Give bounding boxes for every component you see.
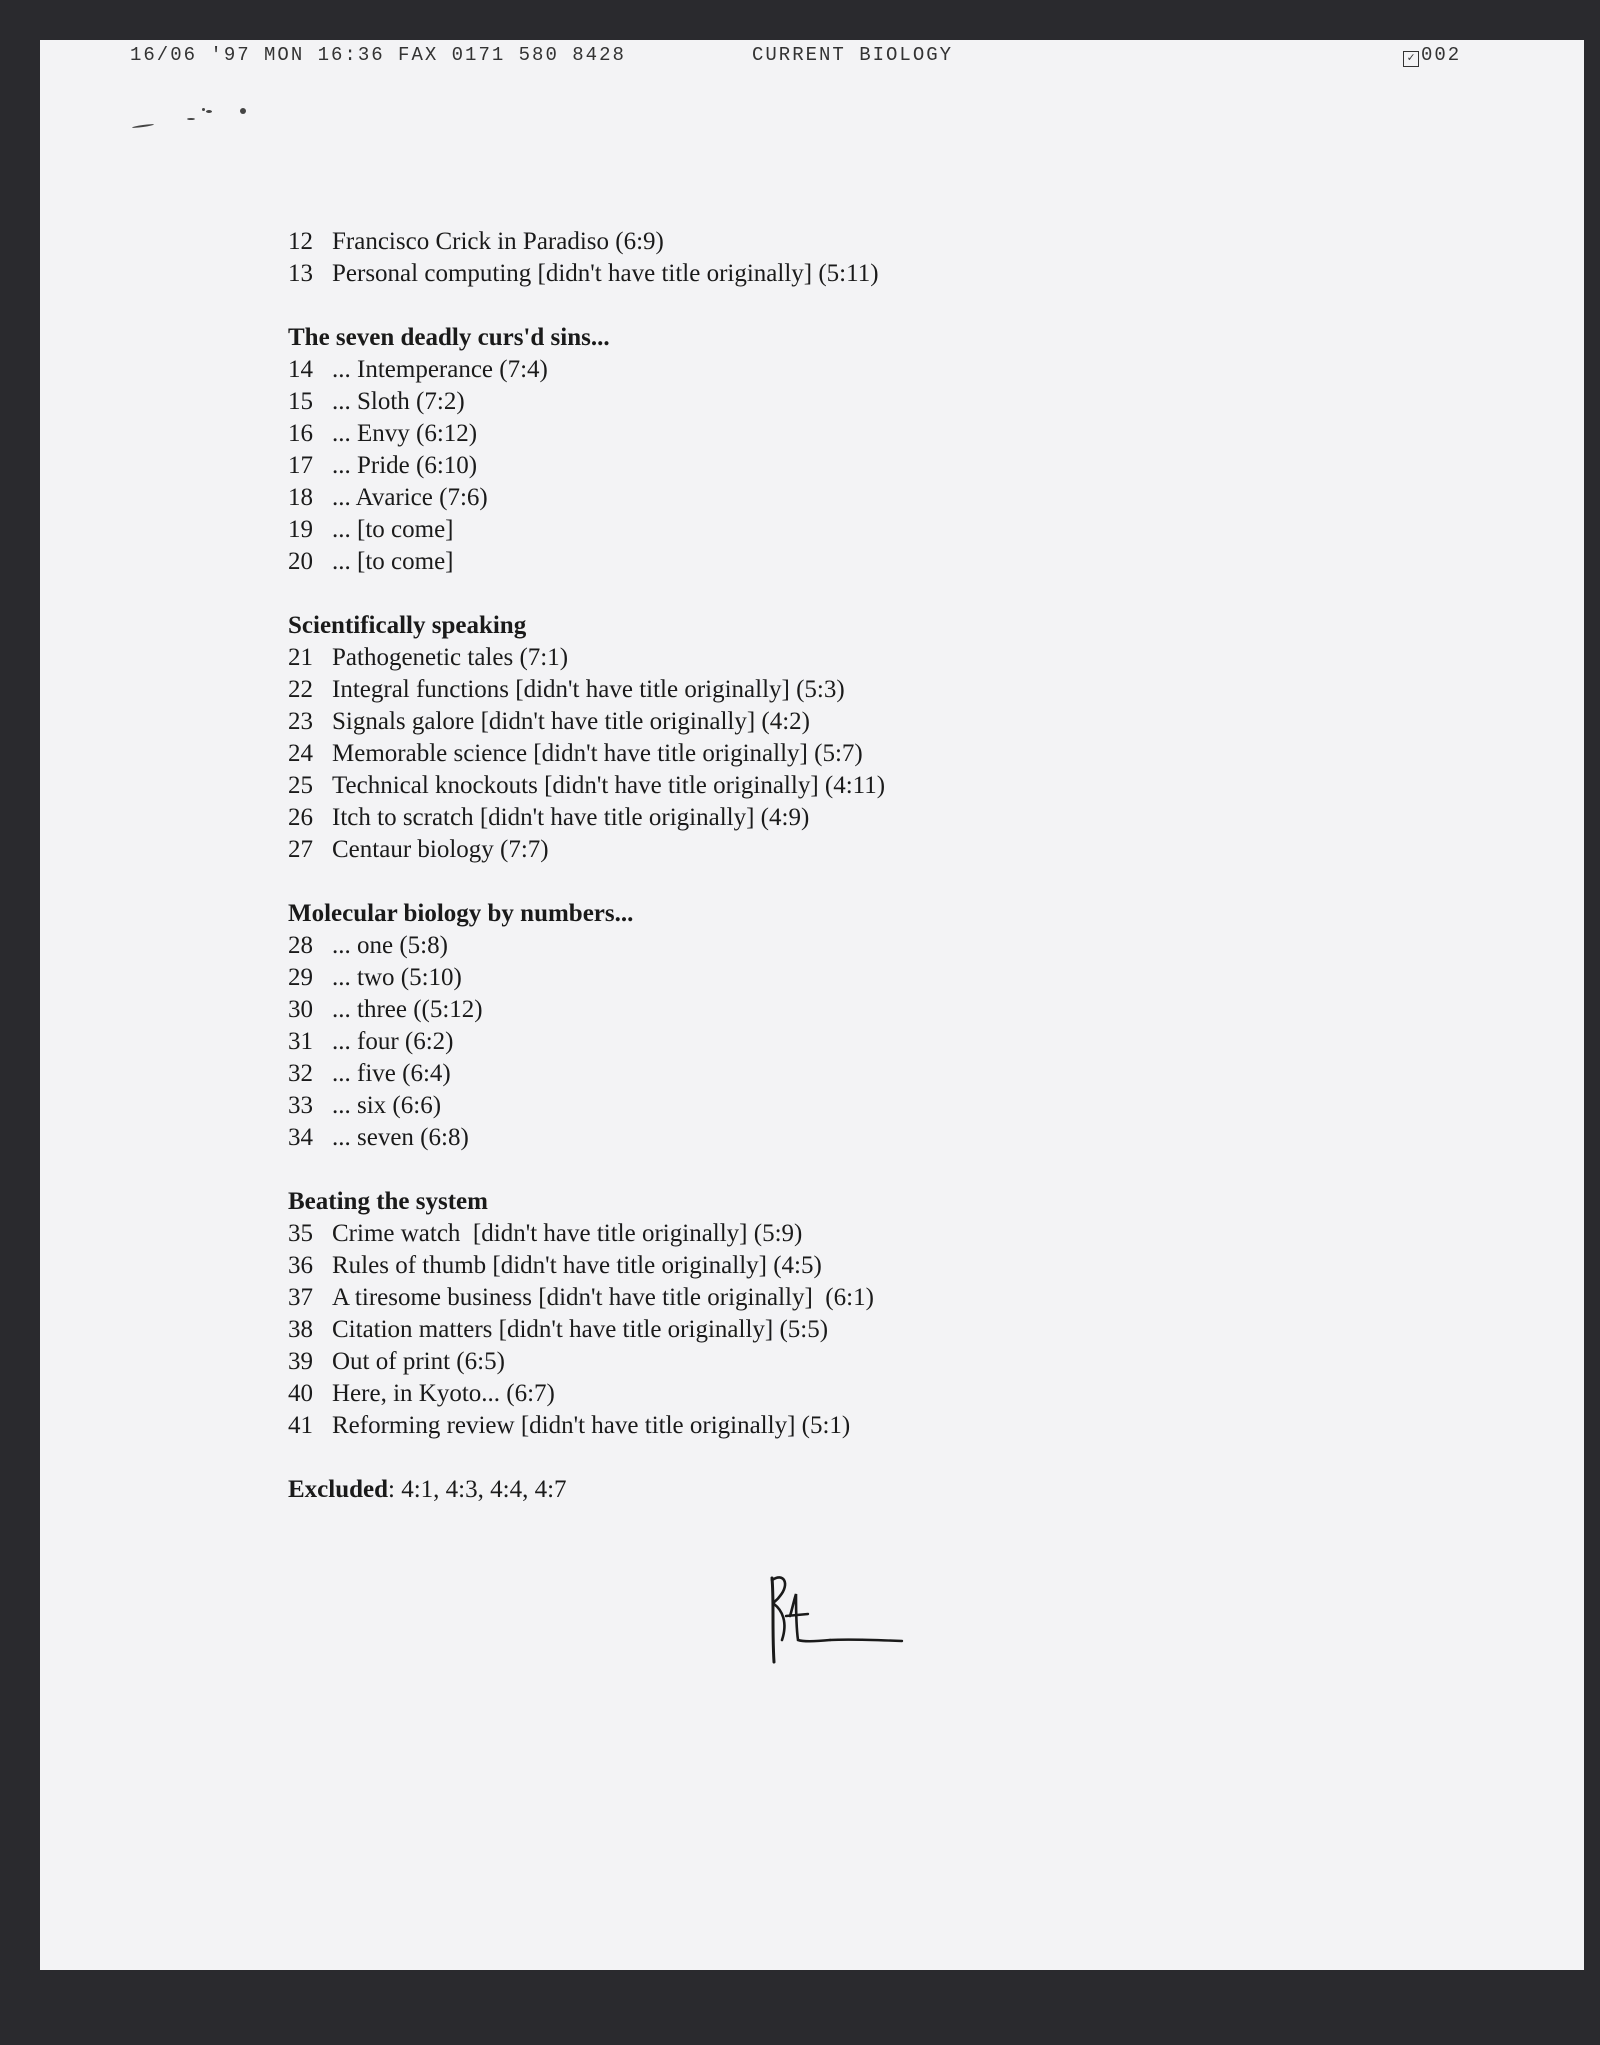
item-title: Pathogenetic tales (7:1) [332,644,569,671]
item-title: ... one (5:8) [332,932,448,959]
item-title: Technical knockouts [didn't have title originally] (4:11) [332,772,886,799]
list-item [288,770,1388,802]
list-item [288,418,1388,450]
fax-transmission-info: 16/06 '97 MON 16:36 FAX 0171 580 8428 [130,44,626,66]
list-item [288,386,1388,418]
item-number: 41 [288,1412,313,1439]
list-item [288,450,1388,482]
item-number: 34 [288,1124,313,1151]
item-title: Out of print (6:5) [332,1348,505,1375]
section-heading: The seven deadly curs'd sins... [288,324,610,351]
item-title: Crime watch [didn't have title originally] (5:9) [332,1220,803,1247]
section-spacer [288,1442,1388,1474]
list-item [288,514,1388,546]
fax-sender-name: CURRENT BIOLOGY [752,44,954,66]
excluded-label: Excluded [288,1476,389,1503]
list-item [288,1026,1388,1058]
fax-header [40,44,1584,68]
item-title: ... Avarice (7:6) [332,484,488,511]
item-number: 29 [288,964,313,991]
item-title: Signals galore [didn't have title originally] (4:2) [332,708,811,735]
list-item [288,1250,1388,1282]
section-heading: Beating the system [288,1188,488,1215]
list-item [288,1058,1388,1090]
list-item [288,1122,1388,1154]
item-title: ... seven (6:8) [332,1124,469,1151]
list-item [288,738,1388,770]
scan-mark [240,108,246,114]
list-item [288,1378,1388,1410]
fax-page-number [1403,44,1461,67]
item-number: 18 [288,484,313,511]
list-item [288,1218,1388,1250]
list-item [288,642,1388,674]
item-number: 19 [288,516,313,543]
item-number: 40 [288,1380,313,1407]
list-item [288,482,1388,514]
section-heading: Scientifically speaking [288,612,527,639]
fax-page [40,40,1584,1970]
item-number: 22 [288,676,313,703]
item-title: ... two (5:10) [332,964,462,991]
item-title: Itch to scratch [didn't have title originally] (4:9) [332,804,810,831]
item-number: 26 [288,804,313,831]
fax-page-number-text: 002 [1421,44,1462,66]
excluded-values: : 4:1, 4:3, 4:4, 4:7 [388,1476,567,1503]
section-spacer [288,866,1388,898]
item-title: ... six (6:6) [332,1092,442,1119]
list-item [288,802,1388,834]
item-number: 20 [288,548,313,575]
list-item [288,546,1388,578]
section-spacer [288,578,1388,610]
item-title: ... five (6:4) [332,1060,451,1087]
item-title: Centaur biology (7:7) [332,836,549,863]
item-number: 23 [288,708,313,735]
item-title: A tiresome business [didn't have title originally] (6:1) [332,1284,874,1311]
item-number: 24 [288,740,313,767]
item-title: ... [to come] [332,516,454,543]
item-title: ... Intemperance (7:4) [332,356,548,383]
item-number: 12 [288,228,313,255]
item-number: 28 [288,932,313,959]
item-number: 35 [288,1220,313,1247]
excluded-note [288,1474,1388,1506]
scan-mark [187,118,195,120]
item-number: 21 [288,644,313,671]
scan-mark [202,108,205,111]
list-item [288,834,1388,866]
item-title: ... Envy (6:12) [332,420,478,447]
item-number: 36 [288,1252,313,1279]
item-title: Integral functions [didn't have title originally] (5:3) [332,676,845,703]
item-number: 32 [288,1060,313,1087]
list-item [288,674,1388,706]
item-number: 27 [288,836,313,863]
list-item [288,1346,1388,1378]
document-body [288,226,1388,1506]
item-number: 15 [288,388,313,415]
signature [760,1570,910,1670]
scan-mark [132,123,154,128]
item-title: ... Pride (6:10) [332,452,478,479]
section-spacer [288,1154,1388,1186]
item-title: Francisco Crick in Paradiso (6:9) [332,228,664,255]
item-number: 38 [288,1316,313,1343]
list-item [288,962,1388,994]
section-spacer [288,290,1388,322]
list-item [288,226,1388,258]
list-item [288,1090,1388,1122]
item-title: Citation matters [didn't have title originally] (5:5) [332,1316,829,1343]
item-number: 39 [288,1348,313,1375]
item-number: 17 [288,452,313,479]
item-title: ... Sloth (7:2) [332,388,465,415]
item-number: 16 [288,420,313,447]
list-item [288,1410,1388,1442]
item-number: 33 [288,1092,313,1119]
item-title: Memorable science [didn't have title originally] (5:7) [332,740,863,767]
section-heading: Molecular biology by numbers... [288,900,634,927]
item-number: 14 [288,356,313,383]
item-number: 37 [288,1284,313,1311]
item-number: 30 [288,996,313,1023]
item-number: 25 [288,772,313,799]
item-number: 31 [288,1028,313,1055]
item-title: ... four (6:2) [332,1028,454,1055]
item-title: Rules of thumb [didn't have title originally] (4:5) [332,1252,822,1279]
item-title: Reforming review [didn't have title originally] (5:1) [332,1412,851,1439]
item-title: ... [to come] [332,548,454,575]
item-title: Personal computing [didn't have title originally] (5:11) [332,260,879,287]
list-item [288,1282,1388,1314]
scan-mark [206,110,212,113]
checkbox-icon: ✓ [1403,51,1419,67]
item-number: 13 [288,260,313,287]
item-title: Here, in Kyoto... (6:7) [332,1380,555,1407]
list-item [288,994,1388,1026]
list-item [288,258,1388,290]
item-title: ... three ((5:12) [332,996,483,1023]
list-item [288,1314,1388,1346]
list-item [288,354,1388,386]
list-item [288,930,1388,962]
list-item [288,706,1388,738]
